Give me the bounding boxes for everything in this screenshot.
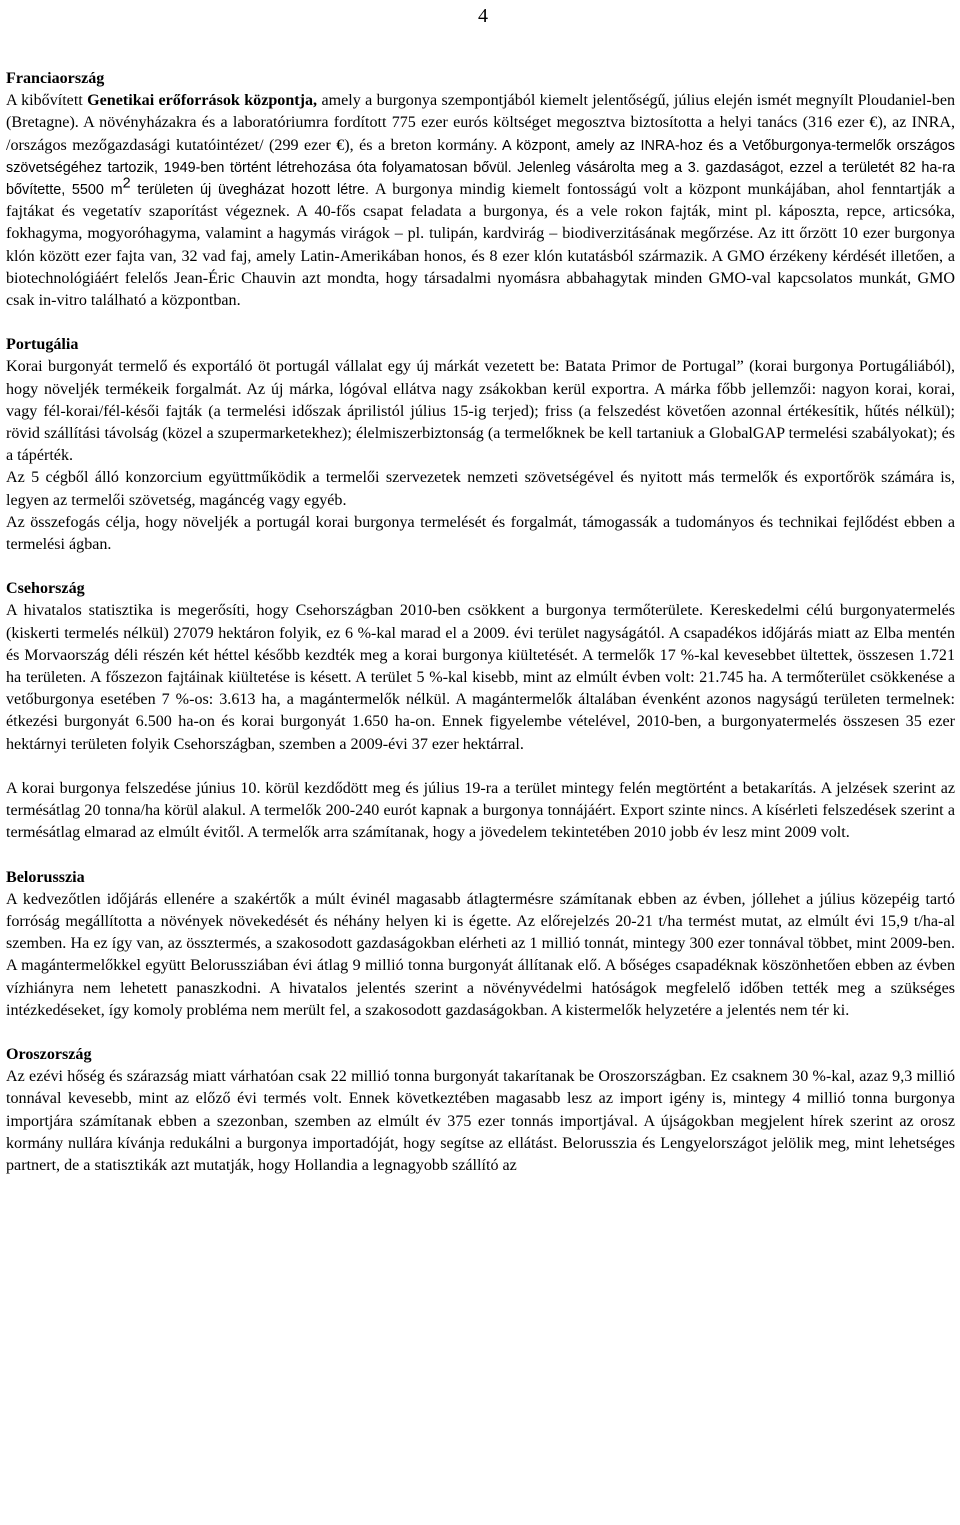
section-france: [6, 68, 955, 312]
page-number: 4: [478, 5, 488, 27]
section-belarus: [6, 867, 955, 1022]
section-czech: [6, 578, 955, 844]
text-run: A burgonya mindig kiemelt fontosságú volt a központ munkájában, ahol fenntartják a fajtákat és vegetatív szaporítást végeznek. A 40-fős csapat feladata a burgonya, és a vele rokon fajták, mint pl. káposzta, repce, articsóka, fokhagyma, mogyoróhagyma, valamint a hagymás virágok – pl. tulipán, kardvirág – biodiverzitásának megőrzése. Az itt őrzött 10 ezer burgonya klón között ezer fajta van, 32 vad faj, amely Latin-Amerikában honos, és 8 ezer klón kutatásból származik. A GMO érzékeny kérdését illetően, a biotechnológiáért felelős Jean-Éric Chauvin azt mondta, hogy társadalmi nyomásra abbahagytak minden GMO-val kapcsolatos munkát, GMO csak in-vitro található a központban.: [6, 181, 955, 310]
paragraph-portugal-2: Az 5 cégből álló konzorcium együttműködik a termelői szervezetek nemzeti szövetségével és nyitott más termelők és exportőrök számára is, legyen az termelői szövetség, magáncég vagy egyéb.: [6, 469, 955, 509]
paragraph-czech-2: A korai burgonya felszedése június 10. körül kezdődött meg és július 19-ra a terület mintegy felén megtörtént a betakarítás. A jelzések szerint az termésátlag 20 tonna/ha körül alakul. A termelők 200-240 eurót kapnak a burgonya tonnájáért. Export szinte nincs. A kísérleti felszedések szerint a termésátlag elmarad az elmúlt évitől. A termelők arra számítanak, hogy a jövedelem tekintetében 2010 jobb év lesz mint 2009 volt.: [6, 779, 955, 842]
section-heading-belarus: Belorusszia: [6, 868, 85, 886]
text-run: amely a burgonya szempontjából kiemelt jelentőségű, július elején ismét megnyílt Ploudaniel-ben (Bretagne). A növényházakra és a laboratóriumra fordított 775 ezer eurós költséget megosztva biztosította a helyi tanács (316 ezer €), az INRA, /országos mezőgazdasági kutatóintézet/ (299 ezer €), és a breton kormány.: [6, 92, 956, 154]
section-heading-france: Franciaország: [6, 70, 105, 87]
paragraph-russia: Az ezévi hőség és szárazság miatt várhatóan csak 22 millió tonna burgonyát takarítanak be Oroszországban. Ez csaknem 30 %-kal, azaz 9,3 millió tonnával kevesebb, mint az előző évi termés volt. Ennek következtében magasabb lesz az import igény is, mintegy 4 millió tonna burgonya importjára számítanak ebben a szezonban, szemben az elmúlt év 375 ezer tonnás importjával. A újságokban megjelent hírek szerint az orosz kormány nullára kívánja redukálni a burgonya importadóját, hogy segítse az ellátást. Belorusszia és Lengyelországot jelölik meg, mint lehetséges partnert, de a statisztikák azt mutatják, hogy Hollandia a legnagyobb szállító az: [6, 1068, 955, 1174]
paragraph-france: [6, 90, 955, 312]
section-heading-czech: Csehország: [6, 580, 85, 598]
paragraph-spacer: [6, 756, 955, 778]
text-run-sans: területen új üvegházat hozott létre.: [130, 182, 369, 199]
paragraph-portugal-3: Az összefogás célja, hogy növeljék a portugál korai burgonya termelését és forgalmát, támogassák a tudományos és technikai fejlődést ebben a termelési ágban.: [6, 513, 955, 554]
document-body: [6, 68, 955, 1177]
superscript: 2: [122, 175, 131, 192]
text-run-bold: Genetikai erőforrások központja,: [87, 92, 318, 110]
section-portugal: [6, 334, 955, 556]
section-russia: [6, 1044, 955, 1177]
section-heading-russia: Oroszország: [6, 1045, 92, 1063]
paragraph-belarus: A kedvezőtlen időjárás ellenére a szakértők a múlt évinél magasabb átlagtermésre számítanak ebben az évben, jóllehet a július közepéig tartó forróság megállította a növények növekedését és néhány helyen ki is égette. Az előrejelzés 20-21 t/ha termést mutat, az elmúlt évi 15,9 t/ha-al szemben. Ha ez így van, az össztermés, a szakosodott gazdaságokban elérheti az 1 millió tonnát, mintegy 300 ezer tonnával többet, mint 2009-ben. A magántermelőkkel együtt Belorussziában évi átlag 9 millió tonna burgonyát állítanak elő. A bőséges csapadéknak köszönhetően ebben az évben vízhiányra nem lehetett panaszkodni. A hivatalos jelentés szerint a növényvédelmi hatóságok megfelelő időben tették meg a szükséges intézkedéseket, így komoly probléma nem merült fel, a szakosodott gazdaságokban. A kistermelők helyzetére a jelentés nem tér ki.: [6, 890, 955, 1019]
text-run-sans: A központ, amely az INRA-hoz és a Vetőburgonya-termelők országos szövetségéhez tartozik, 1949-ben történt létrehozása óta folyamatosan bővül. Jelenleg vásárolta meg a 3. gazdaságot, ezzel a területét 82 ha-ra bővítette, 5500 m: [6, 137, 955, 199]
paragraph-portugal-1: Korai burgonyát termelő és exportáló öt portugál vállalat egy új márkát vezetett be: Batata Primor de Portugal” (korai burgonya Portugáliából), hogy növeljék termékeik forgalmát. Az új márka, lógóval ellátva nagy zsákokban kerül exportra. A márka főbb jellemzői: nagyon korai, korai, vagy fél-korai/fél-késői fajták (a termelési időszak áprilistól július 15-ig terjed); friss (a felszedést követően azonnal értékesítik, hűtés nélkül); rövid szállítási távolság (közel a szupermarketekhez); élelmiszerbiztonság (a termelőknek be kell tartaniuk a GlobalGAP termelési szabályokat); és a tápérték.: [6, 358, 955, 465]
paragraph-czech-1: A hivatalos statisztika is megerősíti, hogy Csehországban 2010-ben csökkent a burgonya termőterülete. Kereskedelmi célú burgonyatermelés (kiskerti termelés nélkül) 27079 hektáron folyik, ez 6 %-kal marad el a 2009. évi terület nagyságától. A csapadékos időjárás miatt az Elba mentén és Morvaország déli részén két héttel később kezdték meg a korai burgonya kiültetését. A termelők 17 %-kal kevesebbet ültettek, összesen 1.721 ha területen. A főszezon fajtáinak kiültetése is késett. A terület 5 %-kal kisebb, mint az elmúlt évben volt: 21.745 ha. A termőterület csökkenése a vetőburgonya esetében 7 %-os: 3.613 ha, a magántermelők nélkül. A magántermelők általában évenként azonos nagyságú területen termelnek: étkezési burgonyát 6.500 ha-on és korai burgonyát 1.650 ha-on. Ennek figyelembe vételével, 2010-ben, a burgonyatermelés összesen 35 ezer hektárnyi területen folyik Csehországban, szemben a 2009-évi 37 ezer hektárral.: [6, 602, 955, 753]
section-heading-portugal: Portugália: [6, 336, 79, 354]
text-run: A kibővített: [6, 92, 88, 110]
